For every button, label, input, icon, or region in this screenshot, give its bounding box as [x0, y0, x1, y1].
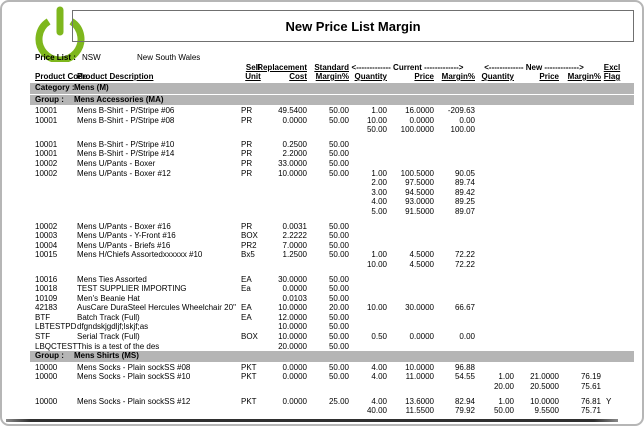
product-description-cell: Mens U/Pants - Briefs #16 [77, 240, 171, 250]
product-code-cell: LBTESTPD [35, 322, 77, 332]
category-value: Mens (M) [74, 83, 109, 92]
replacement-cost-cell: 7.0000 [282, 240, 307, 250]
header-unit: Unit [245, 72, 261, 81]
row-line [2, 363, 642, 373]
replacement-cost-cell: 33.0000 [278, 158, 307, 168]
excl-flag-cell: Y [606, 396, 612, 406]
category-band [30, 83, 634, 94]
standard-margin-cell: 50.00 [328, 168, 349, 178]
product-code-cell: 10015 [35, 250, 58, 260]
replacement-cost-cell: 0.0031 [282, 221, 307, 231]
product-code-cell: 10002 [35, 221, 58, 231]
current-margin-cell: 90.05 [454, 168, 475, 178]
row-line [2, 260, 642, 270]
row-line [2, 222, 642, 232]
sell-unit-cell: PR [241, 115, 253, 125]
header-excl: Excl [603, 63, 621, 72]
current-price-cell: 10.0000 [405, 362, 434, 372]
row-line [2, 106, 642, 116]
group-label: Group : [35, 351, 64, 361]
product-description-cell: dfgndskjgdljf;lskjf;as [77, 322, 149, 332]
standard-margin-cell: 50.00 [328, 115, 349, 125]
header-sell: Sell [245, 63, 261, 72]
current-price-cell: 91.5000 [405, 206, 434, 216]
product-description-cell: Mens B-Shirt - P/Stripe #14 [77, 149, 175, 159]
current-margin-cell: 0.00 [459, 332, 475, 342]
report-title: New Price List Margin [285, 18, 421, 34]
current-margin-cell: 66.67 [454, 303, 475, 313]
header-current-price: Price [414, 72, 434, 81]
current-margin-cell: 89.07 [454, 206, 475, 216]
table-row [2, 106, 642, 116]
current-quantity-cell: 10.00 [366, 259, 387, 269]
product-code-cell: STF [35, 332, 51, 342]
report-title-box [72, 10, 634, 42]
table-row [2, 294, 642, 304]
current-price-cell: 13.6000 [405, 396, 434, 406]
replacement-cost-cell: 2.2000 [282, 149, 307, 159]
table-row [2, 372, 642, 391]
replacement-cost-cell: 0.0000 [282, 362, 307, 372]
table-row [2, 241, 642, 251]
row-line [2, 342, 642, 352]
product-description-cell: Mens Socks - Plain sockSS #08 [77, 362, 191, 372]
table-row [2, 159, 642, 169]
standard-margin-cell: 50.00 [328, 312, 349, 322]
current-price-cell: 4.5000 [409, 259, 434, 269]
product-code-cell: 10001 [35, 149, 58, 159]
replacement-cost-cell: 12.0000 [278, 312, 307, 322]
current-quantity-cell: 4.00 [371, 197, 387, 207]
row-line [2, 275, 642, 285]
sell-unit-cell: EA [241, 312, 252, 322]
standard-margin-cell: 50.00 [328, 322, 349, 332]
sell-unit-cell: Ea [241, 284, 251, 294]
replacement-cost-cell: 0.2500 [282, 139, 307, 149]
standard-margin-cell: 50.00 [328, 221, 349, 231]
product-description-cell: Serial Track (Full) [77, 332, 140, 342]
product-description-cell: Mens B-Shirt - P/Stripe #08 [77, 115, 175, 125]
current-price-cell: 93.0000 [405, 197, 434, 207]
current-margin-cell: 54.55 [454, 372, 475, 382]
current-quantity-cell: 4.00 [371, 362, 387, 372]
product-code-cell: 10000 [35, 372, 58, 382]
current-margin-cell: 89.42 [454, 187, 475, 197]
standard-margin-cell: 50.00 [328, 341, 349, 351]
table-row [2, 222, 642, 232]
current-price-cell: 0.0000 [409, 332, 434, 342]
page-bottom-rule [6, 419, 618, 422]
new-quantity-cell: 20.00 [493, 381, 514, 391]
standard-margin-cell: 50.00 [328, 372, 349, 382]
table-row [2, 313, 642, 323]
sell-unit-cell: PR [241, 106, 253, 115]
standard-margin-cell: 50.00 [328, 231, 349, 241]
current-margin-cell: 96.88 [454, 362, 475, 372]
current-price-cell: 100.5000 [400, 168, 434, 178]
row-line [2, 116, 642, 126]
replacement-cost-cell: 10.0000 [278, 168, 307, 178]
sell-unit-cell: PKT [241, 396, 257, 406]
current-margin-cell: -209.63 [447, 106, 475, 115]
price-list-name: New South Wales [137, 53, 201, 62]
current-quantity-cell: 2.00 [371, 178, 387, 188]
standard-margin-cell: 50.00 [328, 106, 349, 115]
product-code-cell: 10004 [35, 240, 58, 250]
current-margin-cell: 89.25 [454, 197, 475, 207]
replacement-cost-cell: 10.0000 [278, 303, 307, 313]
row-line [2, 250, 642, 260]
new-price-cell: 10.0000 [530, 396, 559, 406]
row-line [2, 197, 642, 207]
product-code-cell: 10003 [35, 231, 58, 241]
product-description-cell: Mens U/Pants - Boxer #12 [77, 168, 171, 178]
standard-margin-cell: 50.00 [328, 332, 349, 342]
current-quantity-cell: 10.00 [366, 115, 387, 125]
standard-margin-cell: 25.00 [328, 396, 349, 406]
header-standard-margin: Margin% [315, 72, 349, 81]
replacement-cost-cell: 10.0000 [278, 332, 307, 342]
row-line [2, 178, 642, 188]
row-line [2, 207, 642, 217]
standard-margin-cell: 50.00 [328, 274, 349, 284]
product-code-cell: LBQCTEST [35, 341, 78, 351]
replacement-cost-cell: 1.2500 [282, 250, 307, 260]
sell-unit-cell: BOX [241, 332, 258, 342]
sell-unit-cell: EA [241, 274, 252, 284]
replacement-cost-cell: 10.0000 [278, 322, 307, 332]
standard-margin-cell: 50.00 [328, 284, 349, 294]
replacement-cost-cell: 2.2222 [282, 231, 307, 241]
header-new-margin: Margin% [567, 72, 601, 81]
replacement-cost-cell: 20.0000 [278, 341, 307, 351]
row-line [2, 188, 642, 198]
replacement-cost-cell: 0.0103 [282, 293, 307, 303]
row-line [2, 284, 642, 294]
current-price-cell: 4.5000 [409, 250, 434, 260]
product-code-cell: 10002 [35, 158, 58, 168]
row-line [2, 382, 642, 392]
current-price-cell: 0.0000 [409, 115, 434, 125]
new-quantity-cell: 1.00 [498, 396, 514, 406]
current-quantity-cell: 0.50 [371, 332, 387, 342]
group-band [30, 351, 634, 362]
product-code-cell: 42183 [35, 303, 58, 313]
new-price-cell: 9.5500 [534, 406, 559, 416]
sell-unit-cell: PR2 [241, 240, 257, 250]
row-line [2, 313, 642, 323]
replacement-cost-cell: 0.0000 [282, 284, 307, 294]
current-margin-cell: 82.94 [454, 396, 475, 406]
current-quantity-cell: 3.00 [371, 187, 387, 197]
table-row [2, 342, 642, 352]
product-description-cell: TEST SUPPLIER IMPORTING [77, 284, 187, 294]
standard-margin-cell: 50.00 [328, 240, 349, 250]
sell-unit-cell: PR [241, 139, 253, 149]
price-list-code: NSW [82, 53, 101, 62]
row-line [2, 332, 642, 342]
current-quantity-cell: 10.00 [366, 303, 387, 313]
product-description-cell: Mens B-Shirt - P/Stripe #06 [77, 106, 175, 115]
current-margin-cell: 89.74 [454, 178, 475, 188]
current-price-cell: 11.0000 [405, 372, 434, 382]
new-price-cell: 21.0000 [530, 372, 559, 382]
group-value: Mens Shirts (MS) [74, 351, 139, 361]
sell-unit-cell: PR [241, 158, 253, 168]
current-price-cell: 30.0000 [405, 303, 434, 313]
table-row [2, 303, 642, 313]
current-margin-cell: 79.92 [454, 406, 475, 416]
current-price-cell: 94.5000 [405, 187, 434, 197]
row-line [2, 140, 642, 150]
product-code-cell: 10109 [35, 293, 58, 303]
row-line [2, 406, 642, 416]
current-quantity-cell: 4.00 [371, 372, 387, 382]
group-value: Mens Accessories (MA) [74, 94, 164, 104]
sell-unit-cell: BOX [241, 231, 258, 241]
sell-unit-cell: PR [241, 221, 253, 231]
replacement-cost-cell: 0.0000 [282, 372, 307, 382]
row-line [2, 372, 642, 382]
sell-unit-cell: Bx5 [241, 250, 255, 260]
header-product-description: Product Description [77, 72, 154, 81]
header-current-quantity: Quantity [354, 72, 387, 81]
sell-unit-cell: PR [241, 149, 253, 159]
new-margin-cell: 75.61 [580, 381, 601, 391]
row-line [2, 397, 642, 407]
table-row [2, 284, 642, 294]
new-price-cell: 20.5000 [530, 381, 559, 391]
new-margin-cell: 76.81 [580, 396, 601, 406]
column-header-row-2 [2, 72, 642, 82]
group-band [30, 95, 634, 106]
current-quantity-cell: 40.00 [366, 406, 387, 416]
new-margin-cell: 76.19 [580, 372, 601, 382]
current-margin-cell: 72.22 [454, 259, 475, 269]
product-description-cell: Mens H/Chiefs Assortedxxxxxx #10 [77, 250, 203, 260]
product-code-cell: 10001 [35, 106, 58, 115]
product-description-cell: Mens U/Pants - Boxer #16 [77, 221, 171, 231]
table-row [2, 169, 642, 217]
product-code-cell: 10001 [35, 139, 58, 149]
header-current-margin: Margin% [441, 72, 475, 81]
standard-margin-cell: 50.00 [328, 362, 349, 372]
header-current-arrow: <------------- Current -------------> [351, 63, 464, 72]
current-quantity-cell: 1.00 [371, 168, 387, 178]
current-margin-cell: 100.00 [450, 125, 475, 135]
replacement-cost-cell: 30.0000 [278, 274, 307, 284]
new-quantity-cell: 50.00 [493, 406, 514, 416]
row-line [2, 294, 642, 304]
product-code-cell: 10018 [35, 284, 58, 294]
row-line [2, 149, 642, 159]
product-code-cell: 10016 [35, 274, 58, 284]
replacement-cost-cell: 0.0000 [282, 396, 307, 406]
header-standard: Standard [314, 63, 349, 72]
row-line [2, 231, 642, 241]
sell-unit-cell: PR [241, 168, 253, 178]
report-rows [2, 83, 642, 416]
table-row [2, 397, 642, 416]
table-row [2, 231, 642, 241]
price-list-meta [2, 53, 642, 63]
new-quantity-cell: 1.00 [498, 372, 514, 382]
standard-margin-cell: 50.00 [328, 158, 349, 168]
standard-margin-cell: 20.00 [328, 303, 349, 313]
current-quantity-cell: 1.00 [371, 250, 387, 260]
current-price-cell: 97.5000 [405, 178, 434, 188]
sell-unit-cell: EA [241, 303, 252, 313]
group-label: Group : [35, 94, 64, 104]
header-new-arrow: <------------- New -------------> [484, 63, 584, 72]
product-code-cell: 10000 [35, 396, 58, 406]
table-row [2, 363, 642, 373]
header-new-quantity: Quantity [481, 72, 514, 81]
standard-margin-cell: 50.00 [328, 293, 349, 303]
row-line [2, 322, 642, 332]
product-description-cell: Mens B-Shirt - P/Stripe #10 [77, 139, 175, 149]
standard-margin-cell: 50.00 [328, 149, 349, 159]
standard-margin-cell: 50.00 [328, 139, 349, 149]
row-line [2, 303, 642, 313]
row-line [2, 125, 642, 135]
current-quantity-cell: 1.00 [371, 106, 387, 115]
current-quantity-cell: 5.00 [371, 206, 387, 216]
replacement-cost-cell: 0.0000 [282, 115, 307, 125]
current-margin-cell: 0.00 [459, 115, 475, 125]
header-cost: Cost [289, 72, 307, 81]
product-description-cell: Mens U/Pants - Boxer [77, 158, 156, 168]
current-quantity-cell: 50.00 [366, 125, 387, 135]
table-row [2, 149, 642, 159]
table-row [2, 140, 642, 150]
row-line [2, 169, 642, 179]
product-description-cell: Mens Socks - Plain sockSS #10 [77, 372, 191, 382]
product-code-cell: BTF [35, 312, 51, 322]
header-flag: Flag [603, 72, 621, 81]
product-code-cell: 10001 [35, 115, 58, 125]
current-quantity-cell: 4.00 [371, 396, 387, 406]
current-price-cell: 11.5500 [405, 406, 434, 416]
current-price-cell: 100.0000 [400, 125, 434, 135]
table-row [2, 332, 642, 342]
replacement-cost-cell: 49.5400 [278, 106, 307, 115]
current-price-cell: 16.0000 [405, 106, 434, 115]
product-code-cell: 10000 [35, 362, 58, 372]
product-description-cell: This is a test of the des [77, 341, 160, 351]
price-list-label: Price List : [35, 53, 76, 62]
row-line [2, 241, 642, 251]
table-row [2, 116, 642, 135]
product-code-cell: 10002 [35, 168, 58, 178]
sell-unit-cell: PKT [241, 372, 257, 382]
category-label: Category : [35, 83, 75, 92]
product-description-cell: Mens Socks - Plain sockSS #12 [77, 396, 191, 406]
header-product-code: Product Code [35, 72, 88, 81]
table-row [2, 322, 642, 332]
table-row [2, 250, 642, 269]
table-row [2, 275, 642, 285]
standard-margin-cell: 50.00 [328, 250, 349, 260]
product-description-cell: Mens U/Pants - Y-Front #16 [77, 231, 176, 241]
product-description-cell: AusCare DuraSteel Hercules Wheelchair 20" [77, 303, 236, 313]
header-new-price: Price [539, 72, 559, 81]
header-replacement: Replacement [257, 63, 307, 72]
product-description-cell: Batch Track (Full) [77, 312, 140, 322]
new-margin-cell: 75.71 [580, 406, 601, 416]
sell-unit-cell: PKT [241, 362, 257, 372]
product-description-cell: Mens Ties Assorted [77, 274, 147, 284]
current-margin-cell: 72.22 [454, 250, 475, 260]
product-description-cell: Men's Beanie Hat [77, 293, 140, 303]
row-line [2, 159, 642, 169]
group-sections [2, 95, 642, 416]
